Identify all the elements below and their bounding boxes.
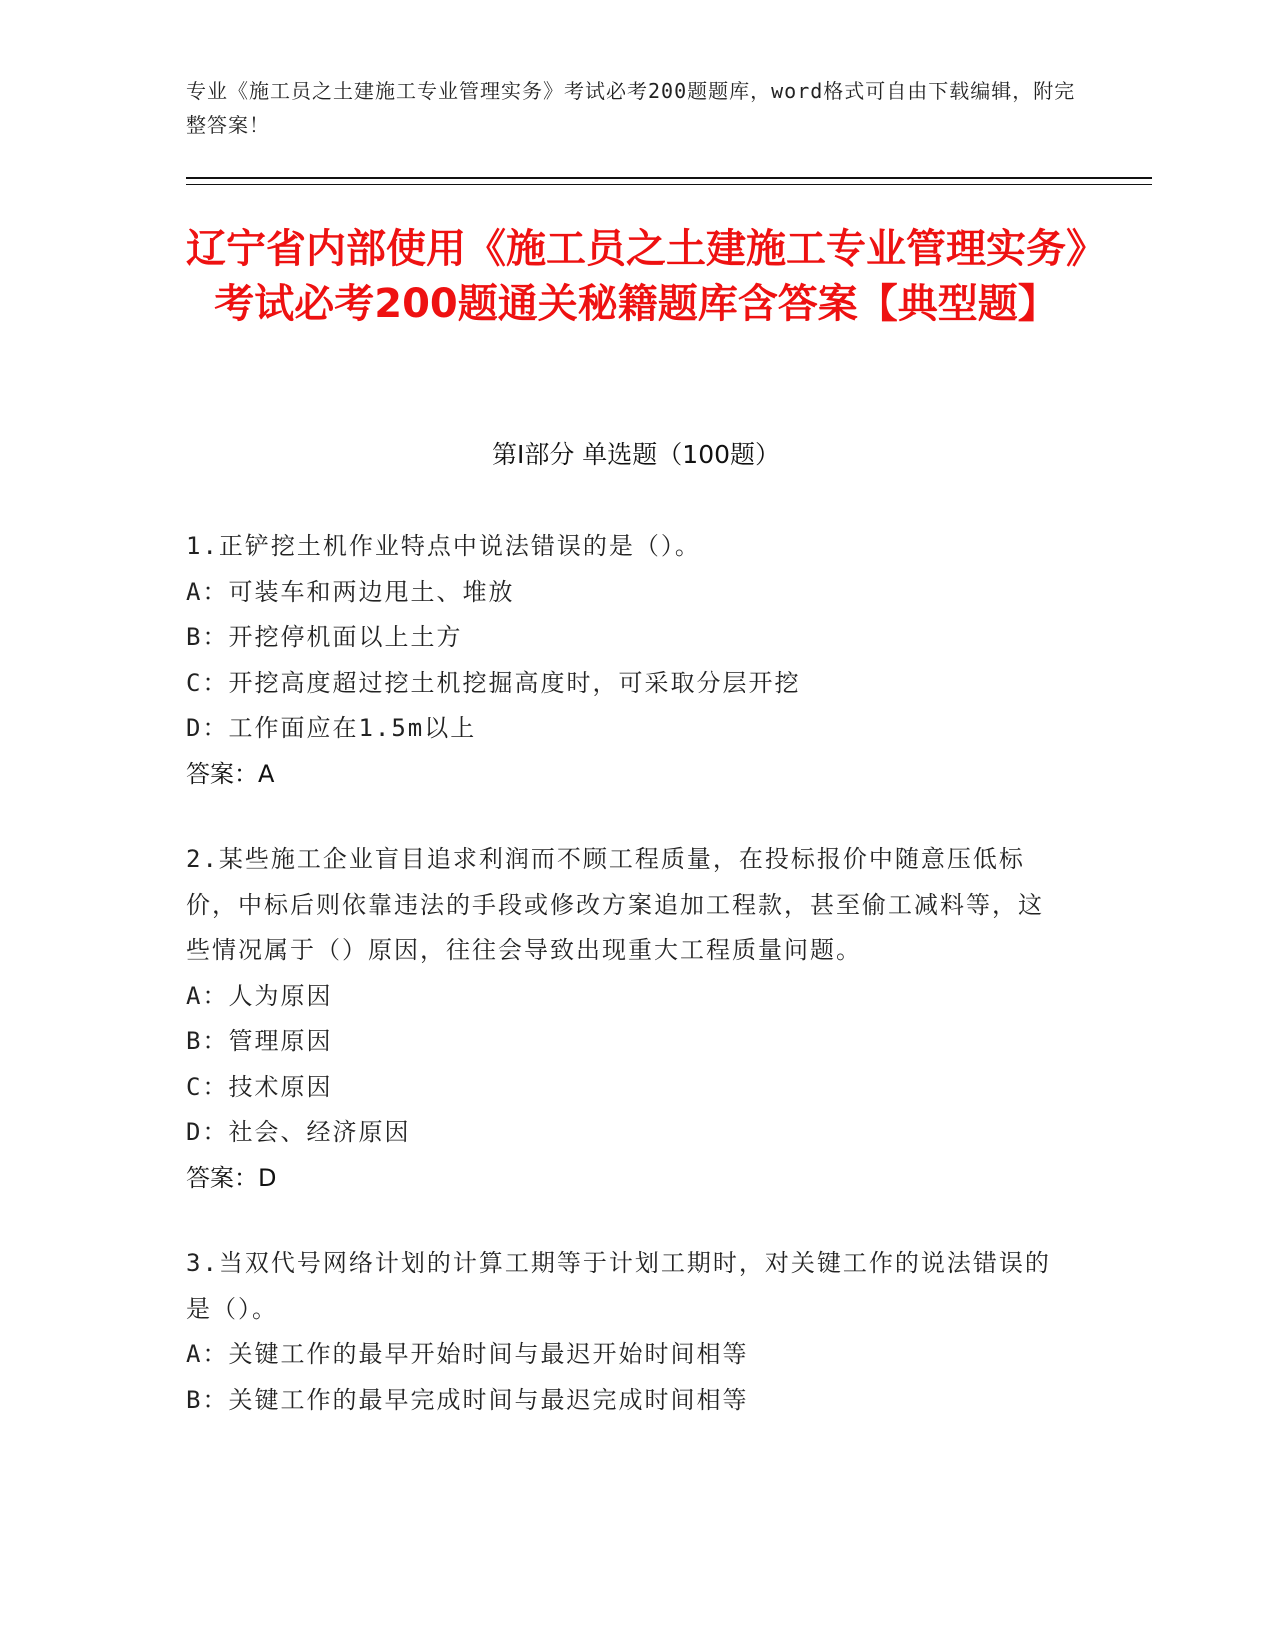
option-b: B：管理原因 (186, 1027, 333, 1055)
option-d: D：工作面应在1.5m以上 (186, 714, 477, 742)
option-a: A：可装车和两边甩土、堆放 (186, 577, 515, 606)
option-a: A：人为原因 (186, 981, 333, 1010)
option-b: B：开挖停机面以上土方 (186, 623, 463, 651)
option-d: D：社会、经济原因 (186, 1118, 411, 1146)
question-stem: 3.当双代号网络计划的计算工期等于计划工期时，对关键工作的说法错误的是（）。 (186, 1249, 1051, 1323)
option-a: A：关键工作的最早开始时间与最迟开始时间相等 (186, 1340, 749, 1368)
answer: 答案：D (186, 1163, 277, 1192)
question-2 (186, 837, 1056, 1201)
option-c: C：技术原因 (186, 1072, 333, 1101)
header-divider-thin (186, 184, 1152, 185)
section-title: 第I部分 单选题（100题） (491, 440, 781, 469)
question-stem: 1.正铲挖土机作业特点中说法错误的是（）。 (186, 532, 701, 560)
option-c: C：开挖高度超过挖土机挖掘高度时，可采取分层开挖 (186, 668, 801, 697)
question-stem: 2.某些施工企业盲目追求利润而不顾工程质量，在投标报价中随意压低标价，中标后则依靠违法的手段或修改方案追加工程款，甚至偷工减料等，这些情况属于（）原因，往往会导致出现重大工程质量问题。 (186, 845, 1044, 964)
option-b: B：关键工作的最早完成时间与最迟完成时间相等 (186, 1385, 749, 1414)
question-1 (186, 524, 1056, 797)
question-3 (186, 1241, 1056, 1423)
header-divider-thick (186, 177, 1152, 179)
answer: 答案：A (186, 759, 275, 788)
header-note: 专业《施工员之土建施工专业管理实务》考试必考200题题库，word格式可自由下载编辑，附完整答案！ (186, 79, 1076, 137)
question-list (186, 524, 1056, 1463)
document-title: 辽宁省内部使用《施工员之土建施工专业管理实务》考试必考200题通关秘籍题库含答案【典型题】 (186, 226, 1086, 327)
